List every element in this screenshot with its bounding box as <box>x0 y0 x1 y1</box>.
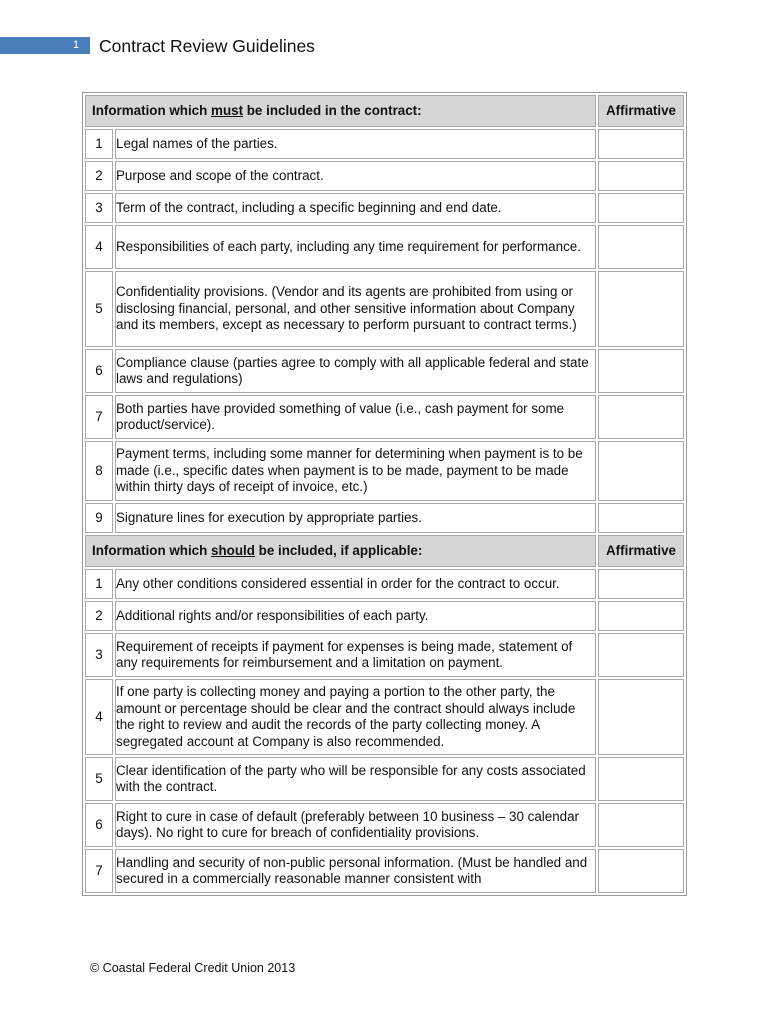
table-row <box>85 161 684 191</box>
table-row <box>85 849 684 893</box>
affirmative-column-header: Affirmative <box>598 535 684 567</box>
affirmative-cell[interactable] <box>598 633 684 677</box>
affirmative-cell[interactable] <box>598 129 684 159</box>
item-number: 7 <box>85 849 113 893</box>
table-row <box>85 601 684 631</box>
item-text: Purpose and scope of the contract. <box>115 161 596 191</box>
affirmative-cell[interactable] <box>598 395 684 439</box>
table-row <box>85 349 684 393</box>
section-header-must-label: Information which must be included in the contract: <box>85 95 596 127</box>
item-text: Confidentiality provisions. (Vendor and its agents are prohibited from using or disclosing financial, personal, and other sensitive information about Company and its members, except as necessary to perform pursuant to contract terms.) <box>115 271 596 347</box>
item-text: Legal names of the parties. <box>115 129 596 159</box>
table-row <box>85 757 684 801</box>
item-text: Term of the contract, including a specific beginning and end date. <box>115 193 596 223</box>
item-number: 6 <box>85 803 113 847</box>
contract-checklist-table <box>82 92 687 896</box>
affirmative-cell[interactable] <box>598 569 684 599</box>
table-row <box>85 271 684 347</box>
table-row <box>85 441 684 501</box>
item-number: 3 <box>85 633 113 677</box>
table-row <box>85 395 684 439</box>
affirmative-cell[interactable] <box>598 503 684 533</box>
affirmative-cell[interactable] <box>598 441 684 501</box>
copyright-footer: © Coastal Federal Credit Union 2013 <box>90 961 296 975</box>
affirmative-cell[interactable] <box>598 757 684 801</box>
item-text: Payment terms, including some manner for determining when payment is to be made (i.e., specific dates when payment is to be made, payment to be made within thirty days of receipt of invoice, etc.) <box>115 441 596 501</box>
section-header-should <box>85 535 684 567</box>
affirmative-cell[interactable] <box>598 271 684 347</box>
item-text: If one party is collecting money and paying a portion to the other party, the amount or percentage should be clear and the contract should always include the right to review and audit the records of the party collecting money. A segregated account at Company is also recommended. <box>115 679 596 755</box>
affirmative-cell[interactable] <box>598 161 684 191</box>
item-text: Both parties have provided something of value (i.e., cash payment for some product/service). <box>115 395 596 439</box>
table-row <box>85 633 684 677</box>
table-row <box>85 193 684 223</box>
item-text: Responsibilities of each party, including any time requirement for performance. <box>115 225 596 269</box>
item-text: Compliance clause (parties agree to comply with all applicable federal and state laws and regulations) <box>115 349 596 393</box>
item-number: 8 <box>85 441 113 501</box>
item-number: 5 <box>85 757 113 801</box>
table-row <box>85 503 684 533</box>
affirmative-cell[interactable] <box>598 849 684 893</box>
affirmative-cell[interactable] <box>598 193 684 223</box>
affirmative-cell[interactable] <box>598 679 684 755</box>
item-text: Handling and security of non-public personal information. (Must be handled and secured in a commercially reasonable manner consistent with <box>115 849 596 893</box>
item-text: Any other conditions considered essential in order for the contract to occur. <box>115 569 596 599</box>
item-number: 1 <box>85 569 113 599</box>
table-row <box>85 679 684 755</box>
affirmative-cell[interactable] <box>598 349 684 393</box>
item-text: Right to cure in case of default (preferably between 10 business – 30 calendar days). No right to cure for breach of confidentiality provisions. <box>115 803 596 847</box>
item-number: 4 <box>85 225 113 269</box>
item-number: 2 <box>85 601 113 631</box>
document-title: Contract Review Guidelines <box>99 36 315 56</box>
section-header-must <box>85 95 684 127</box>
item-number: 1 <box>85 129 113 159</box>
item-number: 7 <box>85 395 113 439</box>
item-text: Clear identification of the party who will be responsible for any costs associated with the contract. <box>115 757 596 801</box>
table-row <box>85 569 684 599</box>
item-number: 2 <box>85 161 113 191</box>
section-header-should-label: Information which should be included, if applicable: <box>85 535 596 567</box>
item-text: Signature lines for execution by appropriate parties. <box>115 503 596 533</box>
table-row <box>85 129 684 159</box>
item-number: 9 <box>85 503 113 533</box>
item-number: 6 <box>85 349 113 393</box>
page-number: 1 <box>72 39 80 51</box>
affirmative-cell[interactable] <box>598 225 684 269</box>
affirmative-column-header: Affirmative <box>598 95 684 127</box>
item-number: 4 <box>85 679 113 755</box>
affirmative-cell[interactable] <box>598 803 684 847</box>
table-row <box>85 803 684 847</box>
item-number: 5 <box>85 271 113 347</box>
table-row <box>85 225 684 269</box>
item-number: 3 <box>85 193 113 223</box>
item-text: Additional rights and/or responsibilities of each party. <box>115 601 596 631</box>
item-text: Requirement of receipts if payment for expenses is being made, statement of any requirements for reimbursement and a limitation on payment. <box>115 633 596 677</box>
affirmative-cell[interactable] <box>598 601 684 631</box>
